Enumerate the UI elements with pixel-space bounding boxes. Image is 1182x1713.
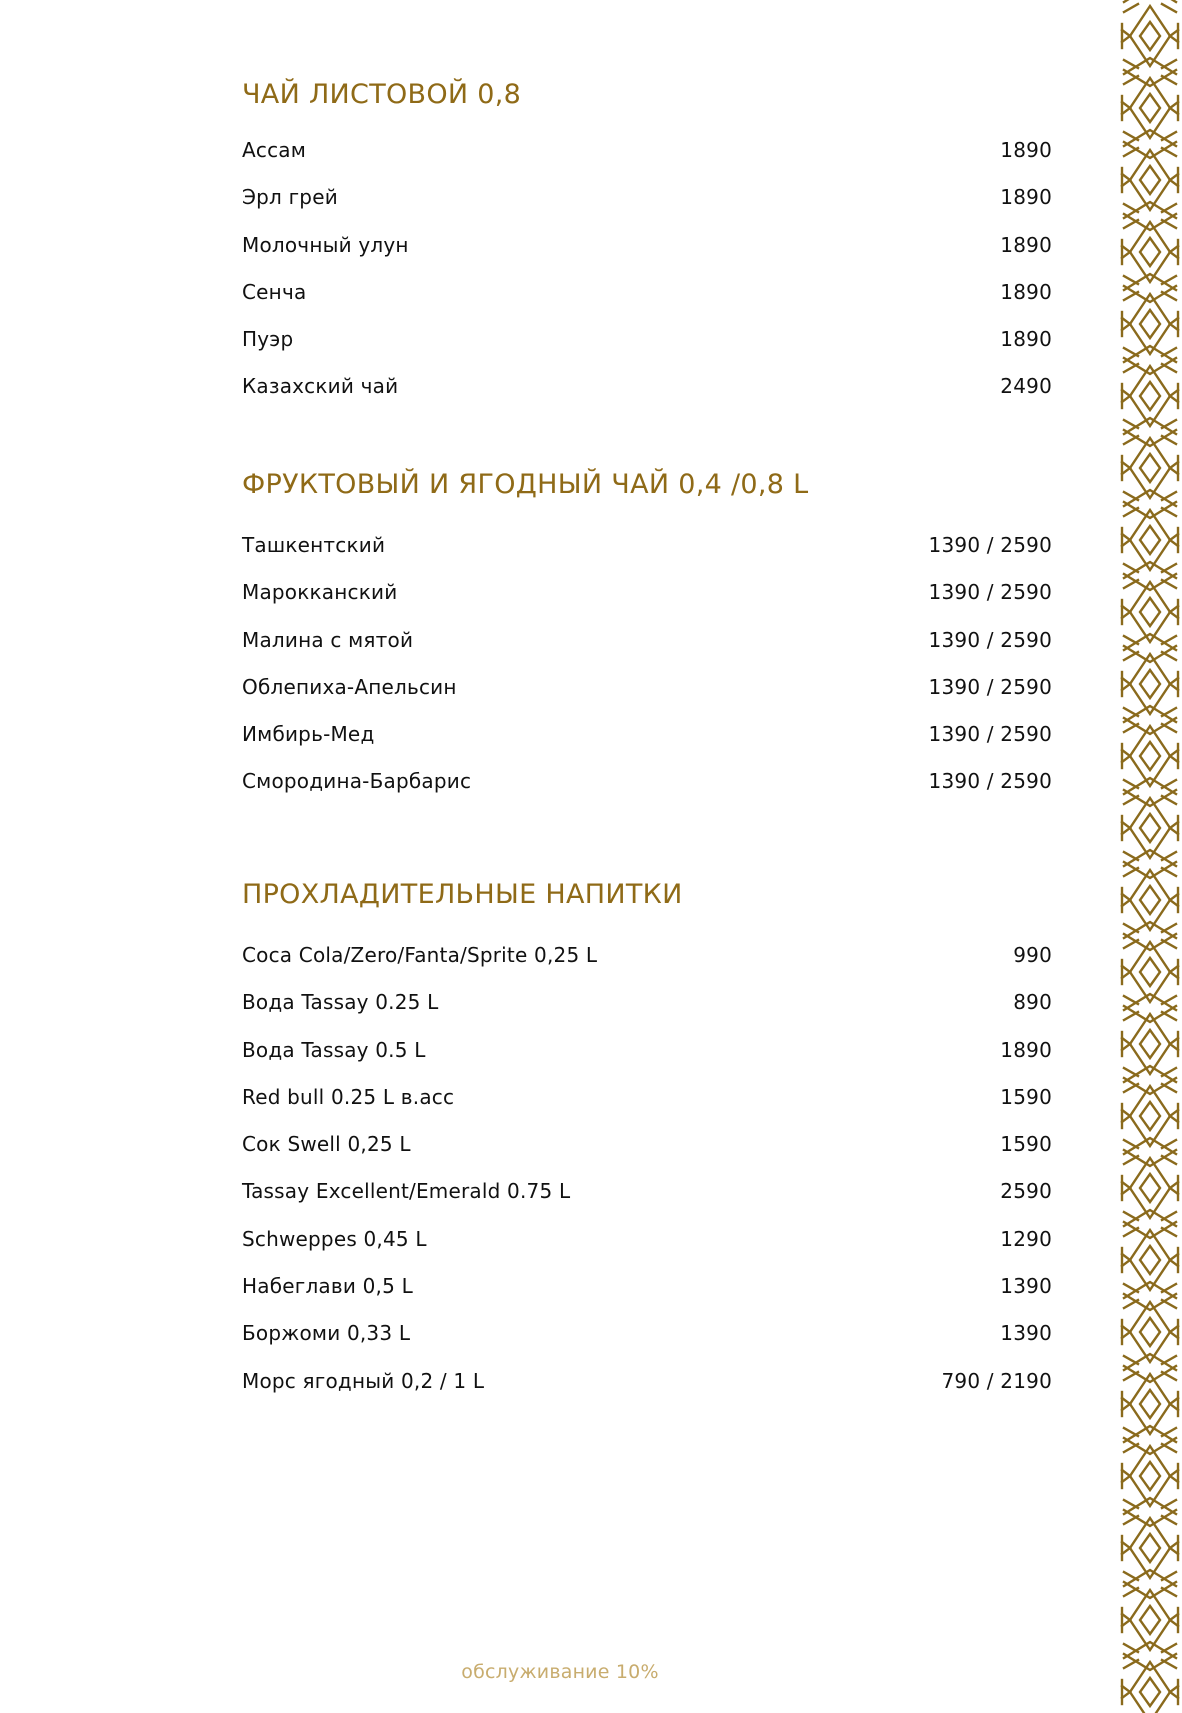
item-name: Морс ягодный 0,2 / 1 L (242, 1368, 485, 1393)
menu-item (242, 1084, 1052, 1131)
menu-item (242, 279, 1052, 326)
menu-list (242, 137, 1052, 421)
item-price: 990 (1013, 943, 1052, 967)
item-name: Казахский чай (242, 374, 399, 399)
menu-item (242, 1131, 1052, 1178)
item-name: Молочный улун (242, 232, 409, 257)
kazakh-pattern-border-icon (1118, 0, 1182, 1713)
menu-list (242, 532, 1052, 816)
menu-item (242, 1178, 1052, 1225)
item-name: Сенча (242, 279, 307, 304)
item-price: 1290 (1000, 1226, 1052, 1251)
menu-item (242, 942, 1052, 989)
menu-item (242, 989, 1052, 1036)
menu-page (242, 0, 1052, 1713)
menu-item (242, 1226, 1052, 1273)
item-price: 1390 (1000, 1321, 1052, 1346)
item-price: 1890 (1000, 185, 1052, 210)
section-fruit-tea (242, 468, 1052, 816)
item-name: Вода Tassay 0.25 L (242, 990, 439, 1015)
item-price: 1390 / 2590 (928, 533, 1052, 557)
menu-list (242, 942, 1052, 1415)
item-name: Пуэр (242, 327, 294, 352)
item-price: 1390 / 2590 (928, 674, 1052, 699)
item-name: Смородина-Барбарис (242, 769, 472, 794)
item-name: Набеглави 0,5 L (242, 1274, 413, 1299)
item-price: 1590 (1000, 1132, 1052, 1157)
item-price: 890 (1013, 990, 1052, 1015)
item-name: Марокканский (242, 580, 398, 605)
item-name: Облепиха-Апельсин (242, 674, 457, 699)
item-name: Ассам (242, 138, 307, 162)
menu-item (242, 768, 1052, 815)
item-price: 1390 / 2590 (928, 722, 1052, 747)
menu-item (242, 1273, 1052, 1320)
section-leaf-tea (242, 78, 1052, 421)
menu-item (242, 1037, 1052, 1084)
section-title: ФРУКТОВЫЙ И ЯГОДНЫЙ ЧАЙ 0,4 /0,8 L (242, 469, 809, 500)
item-name: Red bull 0.25 L в.асс (242, 1084, 455, 1109)
item-name: Эрл грей (242, 185, 338, 210)
item-price: 1890 (1000, 279, 1052, 304)
item-price: 2590 (1000, 1179, 1052, 1204)
menu-item (242, 232, 1052, 279)
item-name: Вода Tassay 0.5 L (242, 1037, 426, 1062)
menu-item (242, 674, 1052, 721)
ornament-tiles (1122, 0, 1178, 1713)
item-price: 1390 / 2590 (928, 580, 1052, 605)
menu-item (242, 373, 1052, 420)
menu-item (242, 627, 1052, 674)
item-price: 2490 (1000, 374, 1052, 399)
menu-item (242, 1368, 1052, 1415)
section-title: ЧАЙ ЛИСТОВОЙ 0,8 (242, 79, 522, 110)
item-price: 1390 / 2590 (928, 769, 1052, 794)
section-title: ПРОХЛАДИТЕЛЬНЫЕ НАПИТКИ (242, 879, 683, 910)
item-name: Сок Swell 0,25 L (242, 1132, 411, 1157)
item-name: Имбирь-Мед (242, 722, 375, 747)
menu-item (242, 137, 1052, 184)
item-price: 1890 (1000, 327, 1052, 352)
item-name: Ташкентский (242, 533, 386, 557)
menu-item (242, 1320, 1052, 1367)
item-price: 1890 (1000, 138, 1052, 162)
menu-item (242, 184, 1052, 231)
item-price: 790 / 2190 (941, 1368, 1052, 1393)
menu-item (242, 532, 1052, 579)
menu-item (242, 326, 1052, 373)
item-name: Малина с мятой (242, 627, 414, 652)
section-soft-drinks (242, 878, 1052, 1415)
item-name: Боржоми 0,33 L (242, 1321, 411, 1346)
item-name: Tassay Excellent/Emerald 0.75 L (242, 1179, 571, 1204)
item-price: 1890 (1000, 1037, 1052, 1062)
item-name: Schweppes 0,45 L (242, 1226, 427, 1251)
item-name: Coca Cola/Zero/Fanta/Sprite 0,25 L (242, 943, 598, 967)
item-price: 1390 / 2590 (928, 627, 1052, 652)
service-charge-note: обслуживание 10% (461, 1661, 659, 1683)
item-price: 1390 (1000, 1274, 1052, 1299)
menu-item (242, 721, 1052, 768)
item-price: 1890 (1000, 232, 1052, 257)
item-price: 1590 (1000, 1084, 1052, 1109)
menu-item (242, 579, 1052, 626)
